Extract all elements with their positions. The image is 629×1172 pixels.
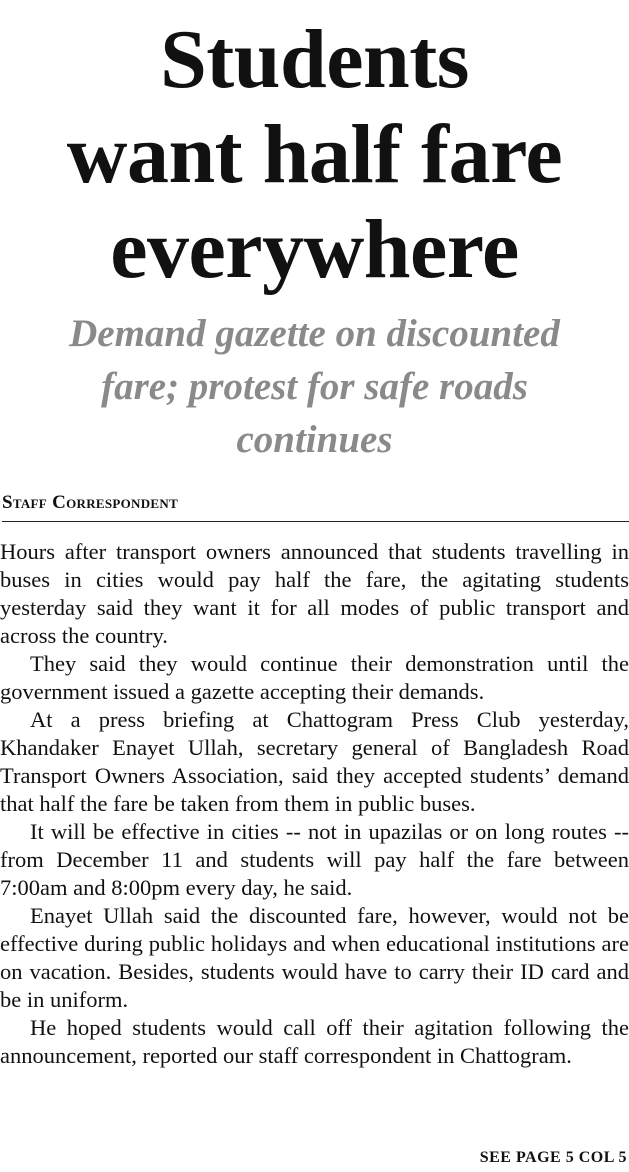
paragraph: He hoped students would call off their agitation following the announcement, reported our staff correspondent in Chattogram. <box>0 1015 629 1068</box>
paragraph: It will be effective in cities -- not in upazilas or on long routes -- from December 11 and students will pay half the fare between 7:00am and 8:00pm every day, he said. <box>0 819 629 900</box>
paragraph: They said they would continue their demonstration until the government issued a gazette accepting their demands. <box>0 651 629 704</box>
article-body <box>0 538 629 1070</box>
continuation-note: SEE PAGE 5 COL 5 <box>479 1149 627 1166</box>
subheadline-line: continues <box>236 418 393 461</box>
subheadline <box>10 307 619 466</box>
byline: Staff Correspondent <box>2 492 629 522</box>
paragraph: Hours after transport owners announced that students travelling in buses in cities would pay half the fare, the agitating students yesterday said they want it for all modes of public transport and across the country. <box>0 539 629 648</box>
subheadline-line: fare; protest for safe roads <box>101 365 528 408</box>
paragraph: Enayet Ullah said the discounted fare, however, would not be effective during public holidays and when educational institutions are on vacation. Besides, students would have to carry their ID card and be in uniform. <box>0 903 629 1012</box>
headline-line: Students <box>160 13 469 106</box>
paragraph: At a press briefing at Chattogram Press Club yesterday, Khandaker Enayet Ullah, secretary general of Bangladesh Road Transport Owners Association, said they accepted students’ demand that half the fare be taken from them in public buses. <box>0 707 629 816</box>
headline <box>0 0 629 297</box>
headline-line: want half fare <box>66 108 563 201</box>
headline-line: everywhere <box>110 203 519 296</box>
subheadline-line: Demand gazette on discounted <box>69 312 560 355</box>
